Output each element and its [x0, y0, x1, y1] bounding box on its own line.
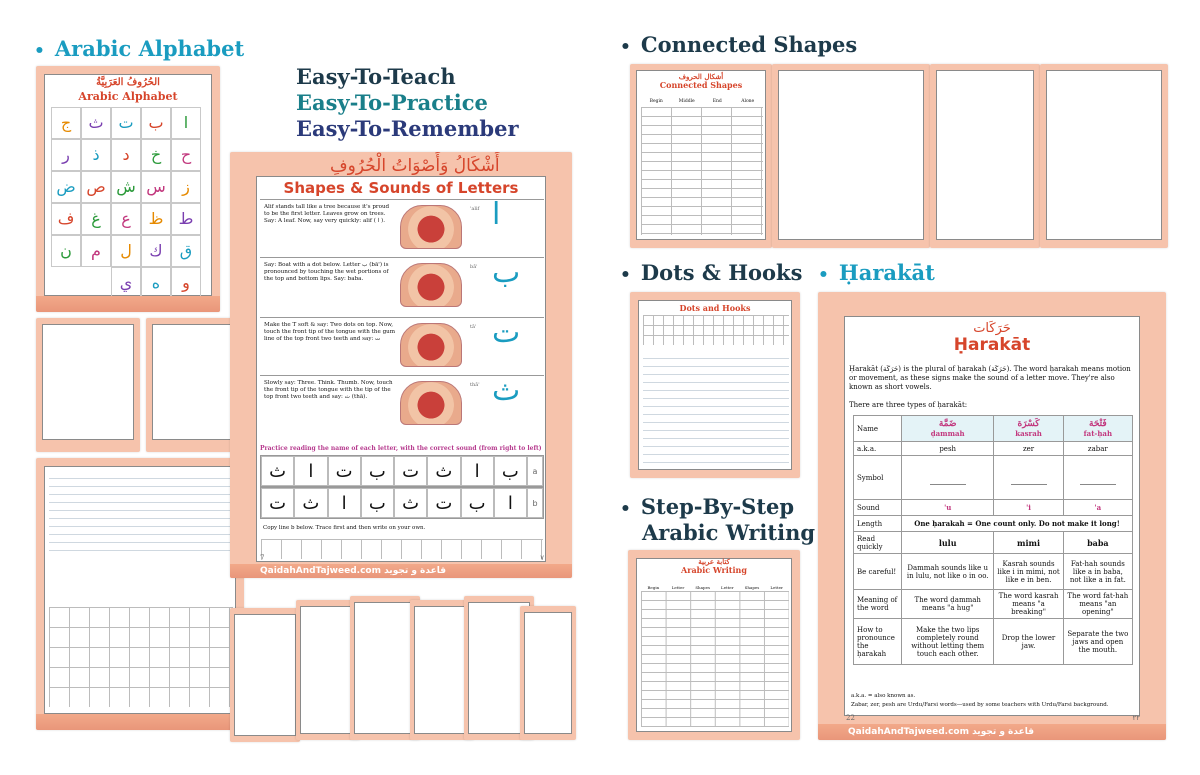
- alphabet-letter: ص: [81, 171, 111, 203]
- main-page-number-ar: ٧: [540, 554, 544, 562]
- big-letter: ب: [492, 255, 521, 290]
- dots-hooks-page: [630, 292, 800, 478]
- alphabet-letter: ه: [141, 267, 171, 299]
- practice-cell: ب: [361, 488, 394, 518]
- harakat-cell: فَتْحَة fat-ḥah: [1063, 416, 1132, 442]
- alphabet-footer: [36, 296, 220, 312]
- row-label: Sound: [854, 500, 902, 516]
- practice-label: Practice reading the name of each letter, with the correct sound (from right to left): [260, 445, 542, 452]
- harakat-types: There are three types of ḥarakāt:: [849, 401, 968, 409]
- alphabet-letter: ظ: [141, 203, 171, 235]
- column-header: Alone: [741, 99, 755, 104]
- letter-row: [260, 375, 544, 433]
- harakat-cell: zer: [994, 442, 1063, 456]
- alphabet-letter: ع: [111, 203, 141, 235]
- letter-row-text: Say: Boat with a dot below. Letter ب (bā') is pronounced by touching the wet portions of the top and bottom lips. Say: baba.: [264, 262, 389, 282]
- alphabet-letter: ت: [111, 107, 141, 139]
- harakat-cell: mimi: [994, 532, 1063, 554]
- practice-row: [260, 455, 544, 487]
- letter-row: [260, 199, 544, 257]
- alphabet-letter: ح: [171, 139, 201, 171]
- heading-connected-shapes: • Connected Shapes: [620, 32, 858, 57]
- harakat-row: [854, 416, 1133, 442]
- practice-cell: ث: [294, 488, 327, 518]
- letter-name: tā': [470, 324, 477, 330]
- mouth-diagram: [400, 263, 462, 307]
- harakat-cell: كَسْرَة kasrah: [994, 416, 1063, 442]
- alphabet-letter: ب: [141, 107, 171, 139]
- alphabet-letter: ف: [51, 203, 81, 235]
- alphabet-letter: ض: [51, 171, 81, 203]
- alphabet-letter: و: [171, 267, 201, 299]
- alphabet-letter: غ: [81, 203, 111, 235]
- heading-arabic-alphabet: • Arabic Alphabet: [34, 36, 245, 61]
- practice-cell: ث: [427, 456, 460, 486]
- column-header: Letter: [770, 585, 783, 590]
- harakat-page-number: 22: [846, 714, 855, 722]
- harakat-row: [854, 516, 1133, 532]
- harakat-cell: The word kasrah means "a breaking": [994, 590, 1063, 619]
- letter-row: [260, 257, 544, 315]
- practice-cell: ت: [328, 456, 361, 486]
- row-label: Length: [854, 516, 902, 532]
- heading-harakat: • Ḥarakāt: [818, 260, 935, 285]
- column-header: Letter: [721, 585, 734, 590]
- thumb-page: [520, 606, 576, 740]
- mouth-diagram: [400, 381, 462, 425]
- practice-cell: ا: [328, 488, 361, 518]
- letter-row-text: Slowly say: Three. Think. Thumb. Now, touch the front tip of the tongue with the tip of the top front two teeth and say: ث (thā).: [264, 380, 393, 400]
- harakat-cell: Separate the two jaws and open the mouth.: [1063, 619, 1132, 665]
- alphabet-letter: ط: [171, 203, 201, 235]
- harakat-cell: 'i: [994, 500, 1063, 516]
- tagline-practice: Easy-To-Practice: [296, 90, 488, 115]
- practice-row: [260, 487, 544, 519]
- big-letter: ت: [492, 315, 521, 350]
- connected-page-4: [1040, 64, 1168, 248]
- harakat-row: [854, 532, 1133, 554]
- alphabet-letter: ي: [111, 267, 141, 299]
- harakat-title-ar: حَرَكَات: [973, 321, 1011, 336]
- heading-dots-hooks: • Dots & Hooks: [620, 260, 803, 285]
- alphabet-letter: ث: [81, 107, 111, 139]
- alphabet-title: Arabic Alphabet: [78, 90, 178, 103]
- writing-title: Arabic Writing: [681, 565, 747, 575]
- harakat-cell: [902, 456, 994, 500]
- alphabet-letter: ل: [111, 235, 141, 267]
- harakat-row: [854, 619, 1133, 665]
- alphabet-title-ar: الحُرُوفُ العَرَبِيَّةُ: [96, 77, 160, 88]
- practice-cell: ا: [461, 456, 494, 486]
- connected-page-2: [772, 64, 930, 248]
- letter-row: [260, 317, 544, 375]
- big-letter: ا: [492, 197, 501, 232]
- copy-instruction: Copy line b below. Trace first and then write on your own.: [263, 525, 426, 531]
- column-header: Letter: [671, 585, 685, 590]
- heading-step-by-step: • Step-By-Step: [620, 494, 795, 519]
- harakat-cell: Make the two lips completely round without letting them touch each other.: [902, 619, 994, 665]
- harakat-cell: The word ḍammah means "a hug": [902, 590, 994, 619]
- harakat-intro: Ḥarakāt (حَرَكَة) is the plural of ḥarakah (حَرَكَة). The word ḥarakah means motion or movement, as these signs make the sound of a letter move. They're also known as short vowels.: [849, 365, 1131, 391]
- thumb-page: [230, 608, 300, 742]
- column-header: Middle: [678, 99, 695, 104]
- main-title: Shapes & Sounds of Letters: [283, 179, 519, 197]
- harakat-row: [854, 590, 1133, 619]
- alphabet-page: [36, 66, 220, 312]
- practice-row-label: b: [527, 488, 543, 518]
- column-header: Shapes: [744, 585, 760, 590]
- practice-cell: ت: [394, 456, 427, 486]
- row-label: Read quickly: [854, 532, 902, 554]
- tagline-teach: Easy-To-Teach: [296, 64, 456, 89]
- thumb-page: [36, 318, 140, 452]
- harakat-row: [854, 456, 1133, 500]
- harakat-footer: QaidahAndTajweed.com قاعدة و تجويد: [818, 724, 1166, 740]
- hamzah-page: [36, 458, 244, 730]
- row-label: Name: [854, 416, 902, 442]
- big-letter: ث: [492, 373, 521, 408]
- practice-cell: ب: [361, 456, 394, 486]
- mouth-diagram: [400, 323, 462, 367]
- alphabet-letter: ش: [111, 171, 141, 203]
- alphabet-letter: ذ: [81, 139, 111, 171]
- harakat-cell: baba: [1063, 532, 1132, 554]
- symbol-line: [1011, 469, 1047, 485]
- practice-cell: ا: [294, 456, 327, 486]
- length-text: One ḥarakah = One count only. Do not make it long!: [902, 516, 1133, 532]
- harakat-row: [854, 500, 1133, 516]
- row-label: Symbol: [854, 456, 902, 500]
- letter-row-text: Alif stands tall like a tree because it's proud to be the first letter. Leaves grow on trees. Say: A leaf. Now, say very quickly: alif ( ا ).: [264, 204, 390, 224]
- letter-row-text: Make the T soft & say: Two dots on top. Now, touch the front tip of the tongue with the gum line of the top front two teeth and say: ت: [264, 322, 396, 342]
- alphabet-grid: [51, 107, 201, 293]
- practice-cell: ب: [461, 488, 494, 518]
- harakat-cell: 'a: [1063, 500, 1132, 516]
- harakat-cell: 'u: [902, 500, 994, 516]
- connected-page-3: [930, 64, 1040, 248]
- alphabet-letter: م: [81, 235, 111, 267]
- harakat-cell: Fat-hah sounds like a in baba, not like a in fat.: [1063, 554, 1132, 590]
- alphabet-letter: د: [111, 139, 141, 171]
- harakat-cell: Dammah sounds like u in lulu, not like o in oo.: [902, 554, 994, 590]
- harakat-cell: [1063, 456, 1132, 500]
- letter-name: 'alif: [470, 206, 480, 212]
- row-label: How to pronounce the ḥarakah: [854, 619, 902, 665]
- mouth-diagram: [400, 205, 462, 249]
- main-title-ar: أَشْكَالُ وَأَصْوَاتُ الْحُرُوفِ: [330, 156, 500, 176]
- dots-title: Dots and Hooks: [679, 303, 751, 313]
- symbol-line: [930, 469, 966, 485]
- harakat-cell: lulu: [902, 532, 994, 554]
- harakat-table: [853, 415, 1133, 665]
- alphabet-letter: ق: [171, 235, 201, 267]
- alphabet-letter: ز: [171, 171, 201, 203]
- letter-name: thā': [470, 382, 480, 388]
- practice-row-label: a: [527, 456, 543, 486]
- alphabet-letter: ر: [51, 139, 81, 171]
- harakat-row: [854, 442, 1133, 456]
- main-page-number: 7: [260, 554, 265, 562]
- note-aka: a.k.a. = also known as.: [851, 693, 916, 699]
- alphabet-letter: ك: [141, 235, 171, 267]
- alphabet-letter: ا: [171, 107, 201, 139]
- writing-page: كتابة عربية Arabic Writing Begin Letter Shapes Letter Shapes Letter: [628, 550, 800, 740]
- row-label: Be careful!: [854, 554, 902, 590]
- alphabet-letter: خ: [141, 139, 171, 171]
- heading-arabic-writing: Arabic Writing: [642, 520, 816, 545]
- column-header: Begin: [649, 99, 663, 104]
- harakat-cell: Drop the lower jaw.: [994, 619, 1063, 665]
- shapes-sounds-page: [230, 152, 572, 578]
- practice-cell: ث: [394, 488, 427, 518]
- letter-name: bā': [470, 264, 478, 270]
- practice-cell: ت: [261, 488, 294, 518]
- practice-cell: ب: [494, 456, 527, 486]
- connected-page-1: أشكال الحروف Connected Shapes Begin Middle End Alone: [630, 64, 772, 248]
- harakat-title: Ḥarakāt: [953, 335, 1031, 355]
- row-label: a.k.a.: [854, 442, 902, 456]
- practice-cell: ا: [494, 488, 527, 518]
- alphabet-letter: س: [141, 171, 171, 203]
- column-header: Begin: [647, 585, 660, 590]
- harakat-page-number-ar: ٢٢: [1132, 714, 1140, 722]
- practice-cell: ت: [427, 488, 460, 518]
- column-header: Shapes: [695, 585, 710, 590]
- alphabet-letter: ن: [51, 235, 81, 267]
- harakat-row: [854, 554, 1133, 590]
- note-urdu: Zabar, zer, pesh are Urdu/Farsi words—used by some teachers with Urdu/Farsi background.: [851, 702, 1109, 708]
- harakat-cell: The word fat-hah means "an opening": [1063, 590, 1132, 619]
- harakat-cell: Kasrah sounds like i in mimi, not like e in ben.: [994, 554, 1063, 590]
- column-header: End: [712, 99, 722, 104]
- main-footer: QaidahAndTajweed.com قاعدة و تجويد: [230, 564, 572, 578]
- row-label: Meaning of the word: [854, 590, 902, 619]
- connected-title: Connected Shapes: [659, 80, 743, 90]
- symbol-line: [1080, 469, 1116, 485]
- alphabet-letter: ج: [51, 107, 81, 139]
- tagline-remember: Easy-To-Remember: [296, 116, 519, 141]
- harakat-page: [818, 292, 1166, 740]
- harakat-cell: ضَمَّة ḍammah: [902, 416, 994, 442]
- harakat-cell: zabar: [1063, 442, 1132, 456]
- harakat-cell: pesh: [902, 442, 994, 456]
- harakat-cell: [994, 456, 1063, 500]
- practice-cell: ث: [261, 456, 294, 486]
